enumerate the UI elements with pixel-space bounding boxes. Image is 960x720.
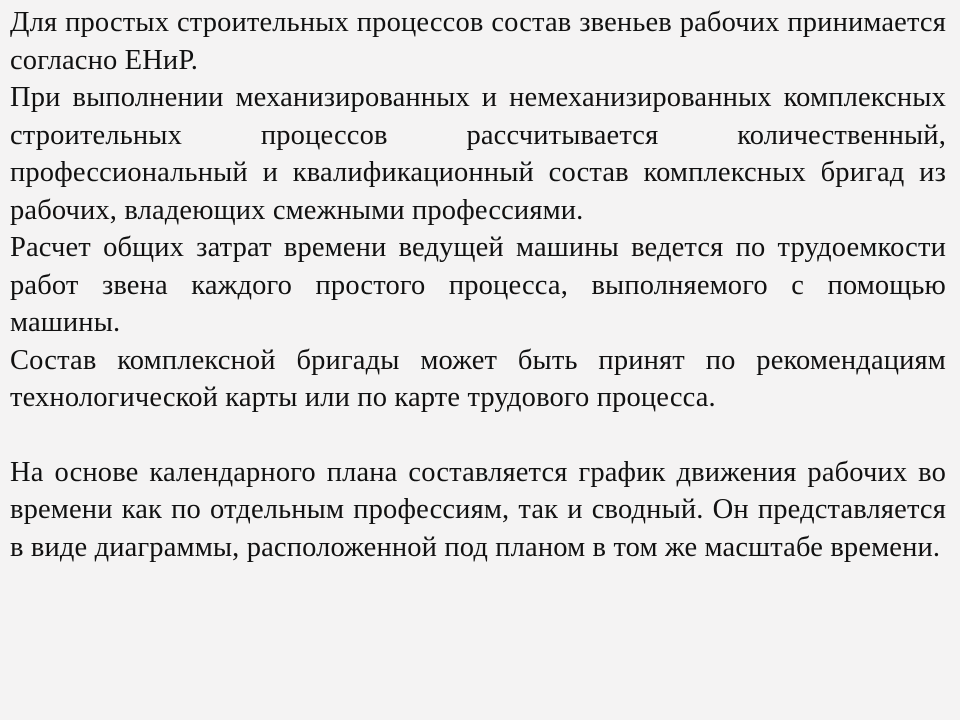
paragraph-gap <box>10 417 946 454</box>
paragraph-technological-map: Состав комплексной бригады может быть принят по рекомендациям технологической карты или по карте трудового процесса. <box>10 344 946 413</box>
paragraph-complex-processes: При выполнении механизированных и немеханизированных комплексных строительных процессов рассчитывается количественный, профессиональный и квалификационный состав комплексных бригад из рабочих, владеющих смежными профессиями. <box>10 82 946 226</box>
paragraph-brigade-composition: Для простых строительных процессов состав звеньев рабочих принимается согласно ЕНиР. <box>10 7 946 76</box>
paragraph-machine-time: Расчет общих затрат времени ведущей машины ведется по трудоемкости работ звена каждого простого процесса, выполняемого с помощью машины. <box>10 232 946 338</box>
paragraph-workers-schedule: На основе календарного плана составляется график движения рабочих во времени как по отдельным профессиям, так и сводный. Он представляется в виде диаграммы, расположенной под планом в том же масштабе времени. <box>10 456 946 563</box>
